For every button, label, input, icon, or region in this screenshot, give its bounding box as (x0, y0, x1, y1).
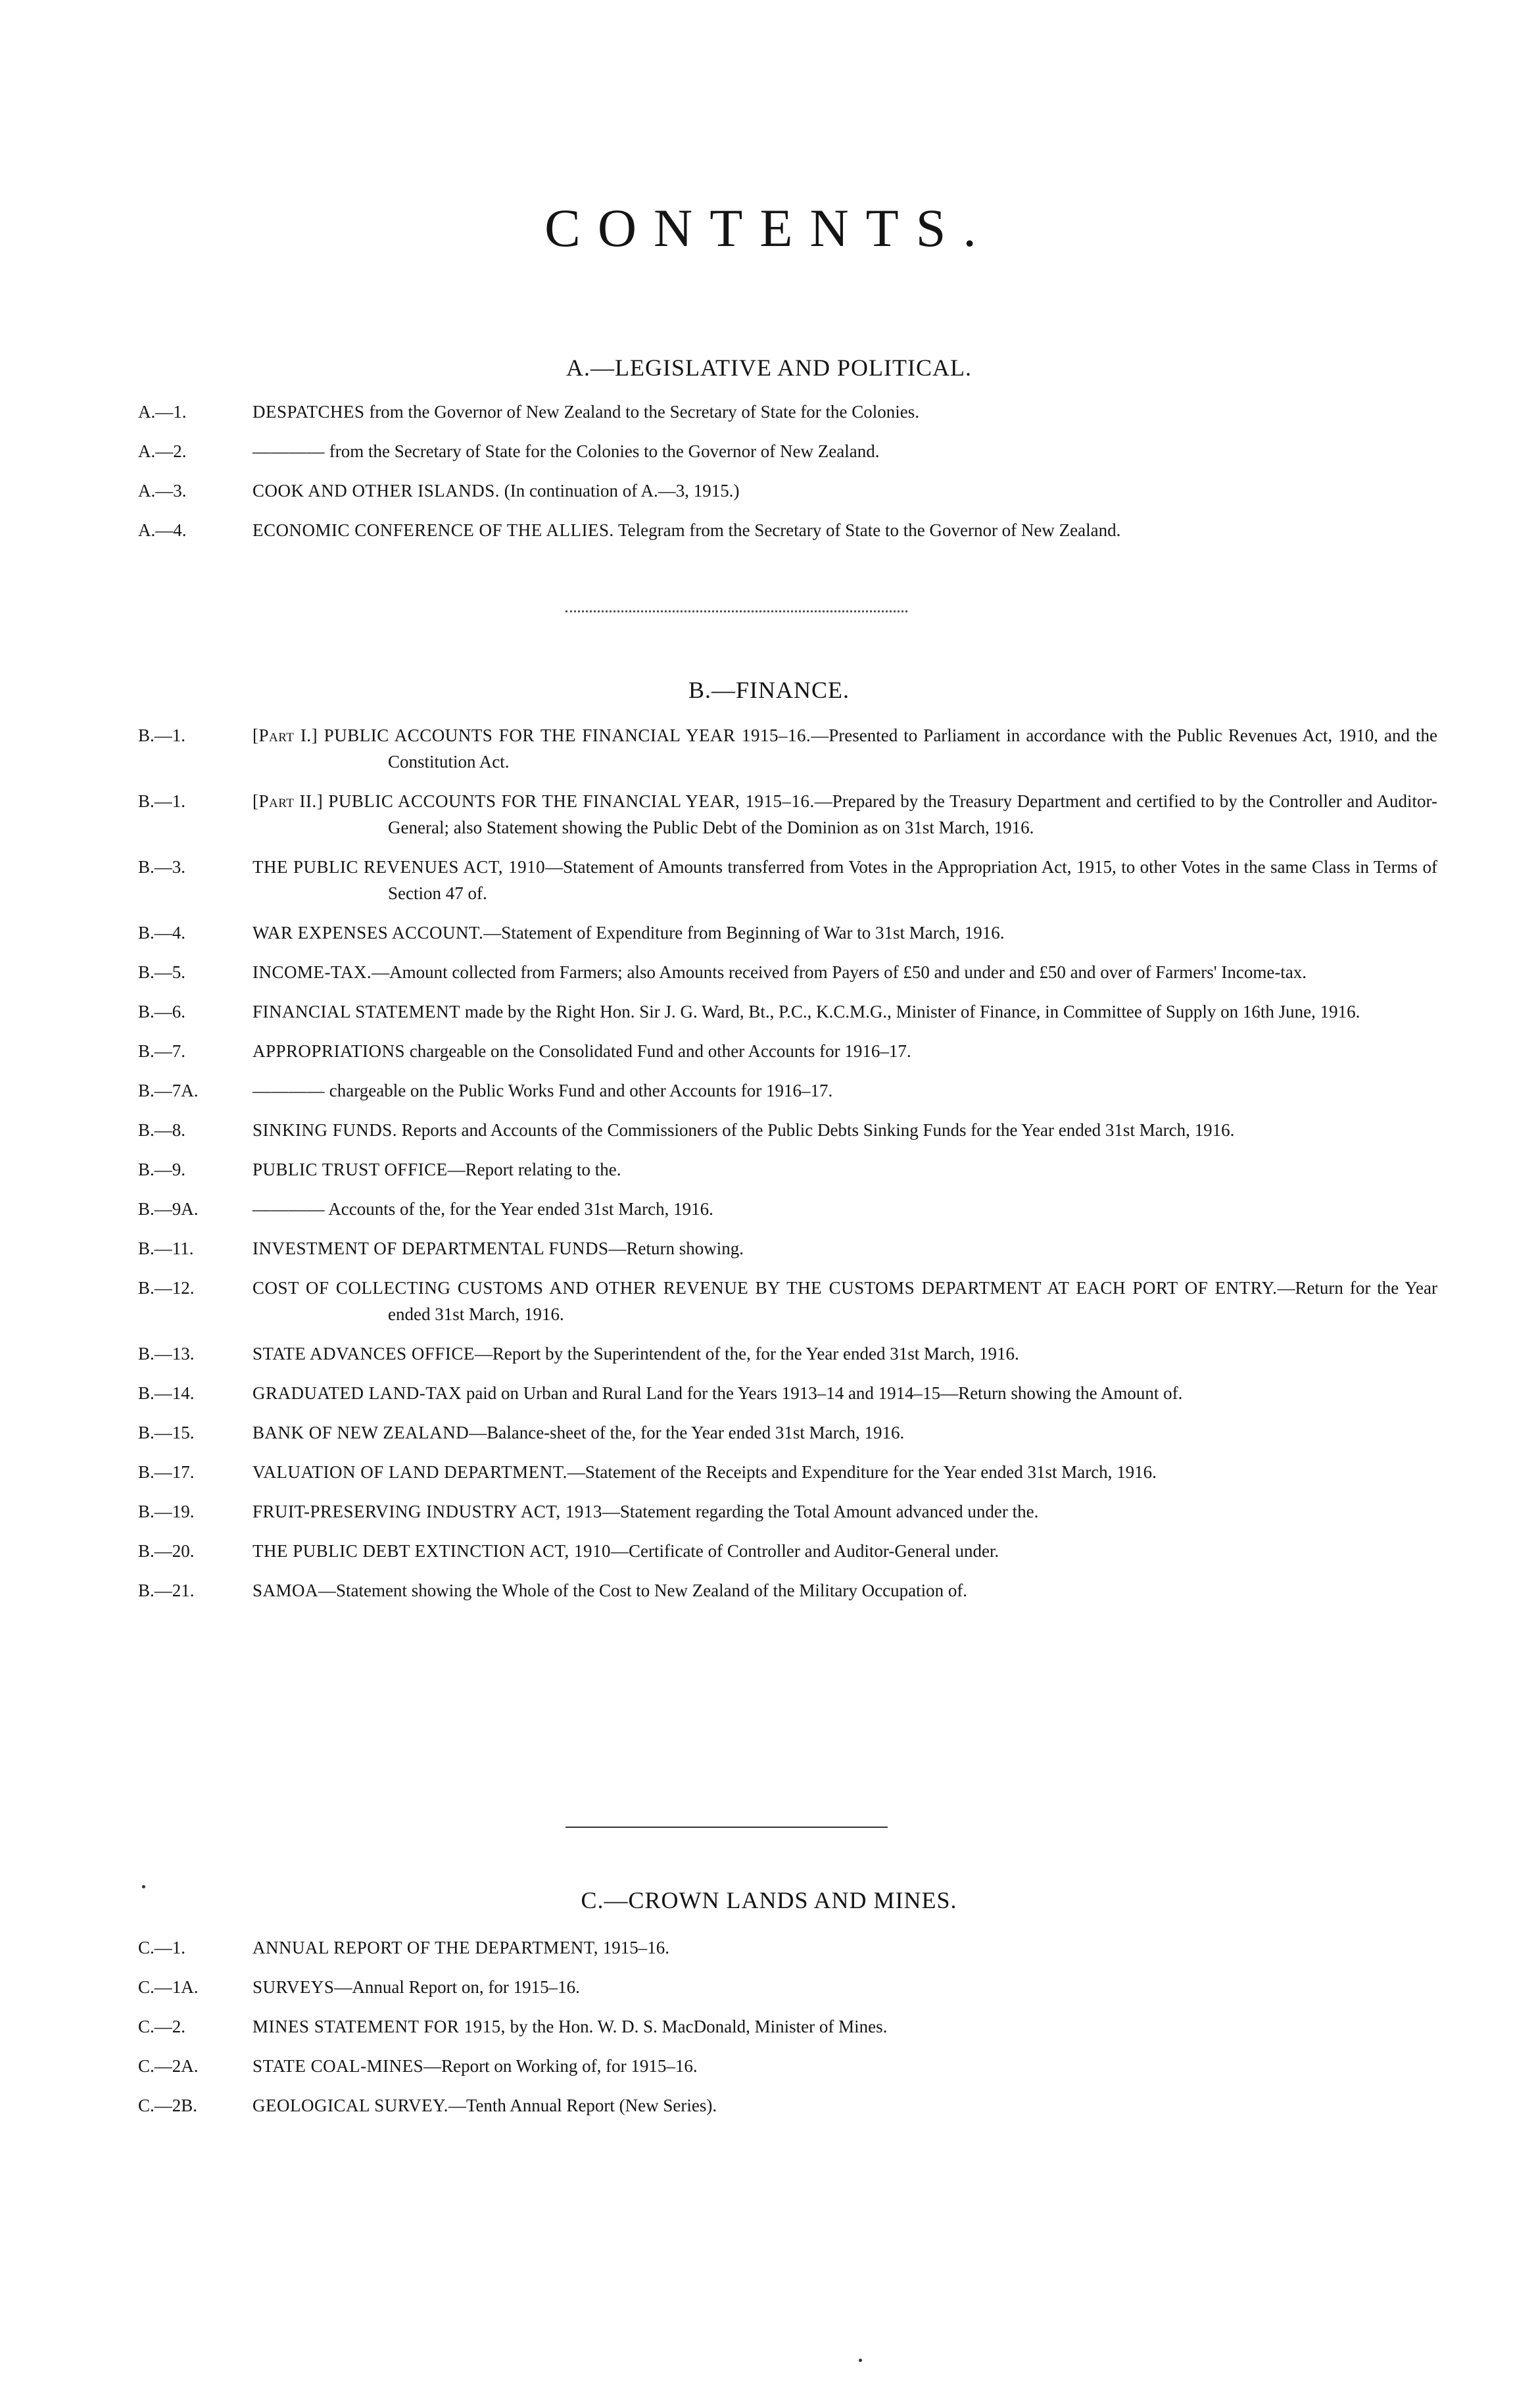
entry-description: chargeable on the Consolidated Fund and other Accounts for 1916–17. (405, 1041, 911, 1061)
section-heading-a: A.—LEGISLATIVE AND POLITICAL. (566, 355, 972, 381)
entry-description: —Certificate of Controller and Auditor-General under. (610, 1541, 999, 1561)
scan-speck (859, 2359, 862, 2362)
entry-b-1-part-2 (0, 788, 1538, 841)
entry-lead: [Part II.] PUBLIC ACCOUNTS FOR THE FINANCIAL YEAR, 1915–16. (252, 791, 815, 811)
entry-b-7 (0, 1038, 1538, 1064)
entry-description: —Annual Report on, for 1915–16. (334, 1977, 580, 1997)
entry-code: C.—1. (138, 1938, 186, 1957)
entry-description: 1915–16. (598, 1938, 670, 1957)
entry-description: —Tenth Annual Report (New Series). (448, 2096, 717, 2115)
entry-text (252, 1380, 1437, 1406)
entry-text (252, 438, 1437, 464)
entry-b-11 (0, 1235, 1538, 1262)
entry-text (252, 920, 1437, 946)
entry-lead: ANNUAL REPORT OF THE DEPARTMENT, (252, 1938, 599, 1957)
entry-text (252, 1196, 1437, 1222)
entry-description: —Statement regarding the Total Amount advanced under the. (602, 1502, 1039, 1521)
entry-description: by the Hon. W. D. S. MacDonald, Minister of Mines. (505, 2017, 888, 2036)
entry-code: B.—13. (138, 1344, 195, 1364)
entry-b-17 (0, 1459, 1538, 1485)
entry-a-2 (0, 438, 1538, 464)
entry-text (252, 478, 1437, 504)
entry-description: —Balance-sheet of the, for the Year ended 31st March, 1916. (469, 1423, 905, 1442)
entry-description: from the Secretary of State for the Colonies to the Governor of New Zealand. (325, 441, 880, 461)
entry-lead: STATE COAL-MINES (252, 2056, 424, 2076)
entry-b-9 (0, 1156, 1538, 1183)
entry-lead: STATE ADVANCES OFFICE (252, 1344, 475, 1364)
entry-description: —Report on Working of, for 1915–16. (423, 2056, 698, 2076)
entry-lead: GRADUATED LAND-TAX (252, 1383, 462, 1403)
entry-c-2b (0, 2092, 1538, 2119)
entry-text (252, 1419, 1437, 1446)
entry-b-5 (0, 959, 1538, 985)
entry-code: A.—3. (138, 481, 187, 501)
entry-lead: PUBLIC TRUST OFFICE (252, 1160, 448, 1179)
entry-lead: [Part I.] PUBLIC ACCOUNTS FOR THE FINANCIAL YEAR 1915–16. (252, 725, 811, 745)
entry-b-20 (0, 1538, 1538, 1564)
entry-description: —Amount collected from Farmers; also Amounts received from Payers of £50 and under and £50 and over of Farmers' Income-tax. (372, 962, 1307, 982)
entry-description: chargeable on the Public Works Fund and other Accounts for 1916–17. (325, 1081, 833, 1100)
entry-c-2a (0, 2053, 1538, 2079)
entry-lead: DESPATCHES (252, 402, 365, 422)
entry-text (252, 1498, 1437, 1525)
entry-description: —Report relating to the. (447, 1160, 621, 1179)
entry-lead: SURVEYS (252, 1977, 335, 1997)
entry-text (252, 959, 1437, 985)
entry-lead: VALUATION OF LAND DEPARTMENT. (252, 1462, 567, 1482)
entry-code: A.—2. (138, 441, 187, 461)
entry-lead: SINKING FUNDS. (252, 1120, 398, 1140)
entry-description: —Presented to Parliament in accordance with the Public Revenues Act, 1910, and the Constitution Act. (388, 725, 1437, 772)
entry-text (252, 1934, 1437, 1961)
entry-code: C.—2B. (138, 2096, 198, 2115)
entry-description: —Return for the Year ended 31st March, 1916. (388, 1278, 1437, 1324)
entry-description: from the Governor of New Zealand to the Secretary of State for the Colonies. (364, 402, 920, 422)
entry-code: B.—14. (138, 1383, 195, 1403)
entry-text (252, 1340, 1437, 1367)
entry-b-8 (0, 1117, 1538, 1143)
entry-code: B.—5. (138, 962, 186, 982)
section-heading-b: B.—FINANCE. (688, 677, 850, 703)
entry-b-19 (0, 1498, 1538, 1525)
entry-lead: ECONOMIC CONFERENCE OF THE ALLIES. (252, 520, 614, 540)
entry-lead: COOK AND OTHER ISLANDS. (252, 481, 500, 501)
entry-text (252, 1538, 1437, 1564)
entry-text (252, 2092, 1437, 2119)
entry-code: B.—21. (138, 1581, 195, 1600)
entry-text (252, 1459, 1437, 1485)
entry-description: made by the Right Hon. Sir J. G. Ward, Bt., P.C., K.C.M.G., Minister of Finance, in Committee of Supply on 16th June, 1916. (460, 1002, 1360, 1021)
entry-description: Telegram from the Secretary of State to the Governor of New Zealand. (613, 520, 1121, 540)
entry-description: —Statement showing the Whole of the Cost to New Zealand of the Military Occupation of. (318, 1581, 968, 1600)
entry-lead: SAMOA (252, 1581, 319, 1600)
entry-lead: COST OF COLLECTING CUSTOMS AND OTHER REVENUE BY THE CUSTOMS DEPARTMENT AT EACH PORT OF ENTRY. (252, 1278, 1278, 1298)
section-b-entries (0, 722, 1538, 1617)
entry-c-1 (0, 1934, 1538, 1961)
entry-lead: FRUIT-PRESERVING INDUSTRY ACT, 1913 (252, 1502, 602, 1521)
entry-lead: ———— (252, 1081, 325, 1100)
entry-b-14 (0, 1380, 1538, 1406)
entry-text (252, 788, 1437, 841)
entry-a-4 (0, 517, 1538, 543)
entry-description: —Statement of Expenditure from Beginning of War to 31st March, 1916. (483, 923, 1005, 943)
entry-b-9a (0, 1196, 1538, 1222)
entry-text (252, 1235, 1437, 1262)
entry-lead: BANK OF NEW ZEALAND (252, 1423, 469, 1442)
entry-code: B.—4. (138, 923, 186, 943)
entry-lead: THE PUBLIC REVENUES ACT, 1910 (252, 857, 546, 877)
entry-description: —Statement of the Receipts and Expenditure for the Year ended 31st March, 1916. (567, 1462, 1157, 1482)
entry-a-1 (0, 399, 1538, 425)
entry-code: A.—1. (138, 402, 187, 422)
entry-text (252, 854, 1437, 906)
entry-description: paid on Urban and Rural Land for the Years 1913–14 and 1914–15—Return showing the Amount of. (462, 1383, 1183, 1403)
entry-code: C.—1A. (138, 1977, 199, 1997)
entry-description: —Prepared by the Treasury Department and certified to by the Controller and Auditor-General; also Statement showing the Public Debt of the Dominion as on 31st March, 1916. (388, 791, 1437, 837)
entry-code: B.—9A. (138, 1199, 199, 1219)
entry-lead: WAR EXPENSES ACCOUNT. (252, 923, 484, 943)
entry-lead: INVESTMENT OF DEPARTMENTAL FUNDS (252, 1239, 609, 1258)
entry-b-3 (0, 854, 1538, 906)
section-heading-c: C.—CROWN LANDS AND MINES. (581, 1887, 957, 1913)
entry-code: B.—3. (138, 857, 186, 877)
entry-text (252, 1577, 1437, 1604)
entry-description: —Return showing. (608, 1239, 744, 1258)
section-a-entries (0, 399, 1538, 556)
entry-b-15 (0, 1419, 1538, 1446)
section-divider-b (565, 1827, 888, 1828)
entry-b-7a (0, 1077, 1538, 1104)
section-c-entries (0, 1934, 1538, 2132)
entry-code: C.—2. (138, 2017, 186, 2036)
entry-lead: INCOME-TAX. (252, 962, 372, 982)
entry-c-1a (0, 1974, 1538, 2000)
entry-b-12 (0, 1275, 1538, 1327)
entry-code: B.—11. (138, 1239, 194, 1258)
entry-lead: APPROPRIATIONS (252, 1041, 406, 1061)
entry-b-4 (0, 920, 1538, 946)
entry-text (252, 1117, 1437, 1143)
entry-code: B.—7A. (138, 1081, 199, 1100)
entry-lead: ———— (252, 1199, 325, 1219)
entry-code: A.—4. (138, 520, 187, 540)
entry-description: (In continuation of A.—3, 1915.) (500, 481, 740, 501)
entry-c-2 (0, 2013, 1538, 2040)
entry-code: B.—7. (138, 1041, 186, 1061)
scan-speck (142, 1885, 145, 1888)
entry-code: B.—1. (138, 725, 186, 745)
entry-description: —Statement of Amounts transferred from Votes in the Appropriation Act, 1915, to other Votes in the same Class in Terms of Section 47 of. (388, 857, 1437, 903)
entry-text (252, 1038, 1437, 1064)
entry-code: B.—12. (138, 1278, 195, 1298)
entry-text (252, 399, 1437, 425)
entry-code: B.—9. (138, 1160, 186, 1179)
entry-description: —Report by the Superintendent of the, for the Year ended 31st March, 1916. (474, 1344, 1019, 1364)
entry-code: B.—19. (138, 1502, 195, 1521)
entry-text (252, 1974, 1437, 2000)
entry-description: Reports and Accounts of the Commissioners of the Public Debts Sinking Funds for the Year ended 31st March, 1916. (397, 1120, 1235, 1140)
entry-lead: GEOLOGICAL SURVEY. (252, 2096, 448, 2115)
entry-code: B.—6. (138, 1002, 186, 1021)
page-title: CONTENTS. (544, 198, 994, 258)
entry-lead: ———— (252, 441, 325, 461)
entry-lead: MINES STATEMENT FOR 1915, (252, 2017, 506, 2036)
entry-code: B.—8. (138, 1120, 186, 1140)
entry-text (252, 1156, 1437, 1183)
entry-code: B.—15. (138, 1423, 195, 1442)
entry-b-1-part-1 (0, 722, 1538, 775)
entry-lead: FINANCIAL STATEMENT (252, 1002, 461, 1021)
entry-b-21 (0, 1577, 1538, 1604)
entry-code: C.—2A. (138, 2056, 199, 2076)
entry-text (252, 998, 1437, 1025)
entry-code: B.—20. (138, 1541, 195, 1561)
entry-text (252, 517, 1437, 543)
entry-code: B.—17. (138, 1462, 195, 1482)
entry-text (252, 2053, 1437, 2079)
section-divider-a (565, 610, 907, 612)
entry-text (252, 2013, 1437, 2040)
entry-lead: THE PUBLIC DEBT EXTINCTION ACT, 1910 (252, 1541, 611, 1561)
entry-description: Accounts of the, for the Year ended 31st March, 1916. (325, 1199, 713, 1219)
entry-b-6 (0, 998, 1538, 1025)
entry-text (252, 1077, 1437, 1104)
entry-code: B.—1. (138, 791, 186, 811)
entry-text (252, 722, 1437, 775)
entry-text (252, 1275, 1437, 1327)
entry-a-3 (0, 478, 1538, 504)
entry-b-13 (0, 1340, 1538, 1367)
